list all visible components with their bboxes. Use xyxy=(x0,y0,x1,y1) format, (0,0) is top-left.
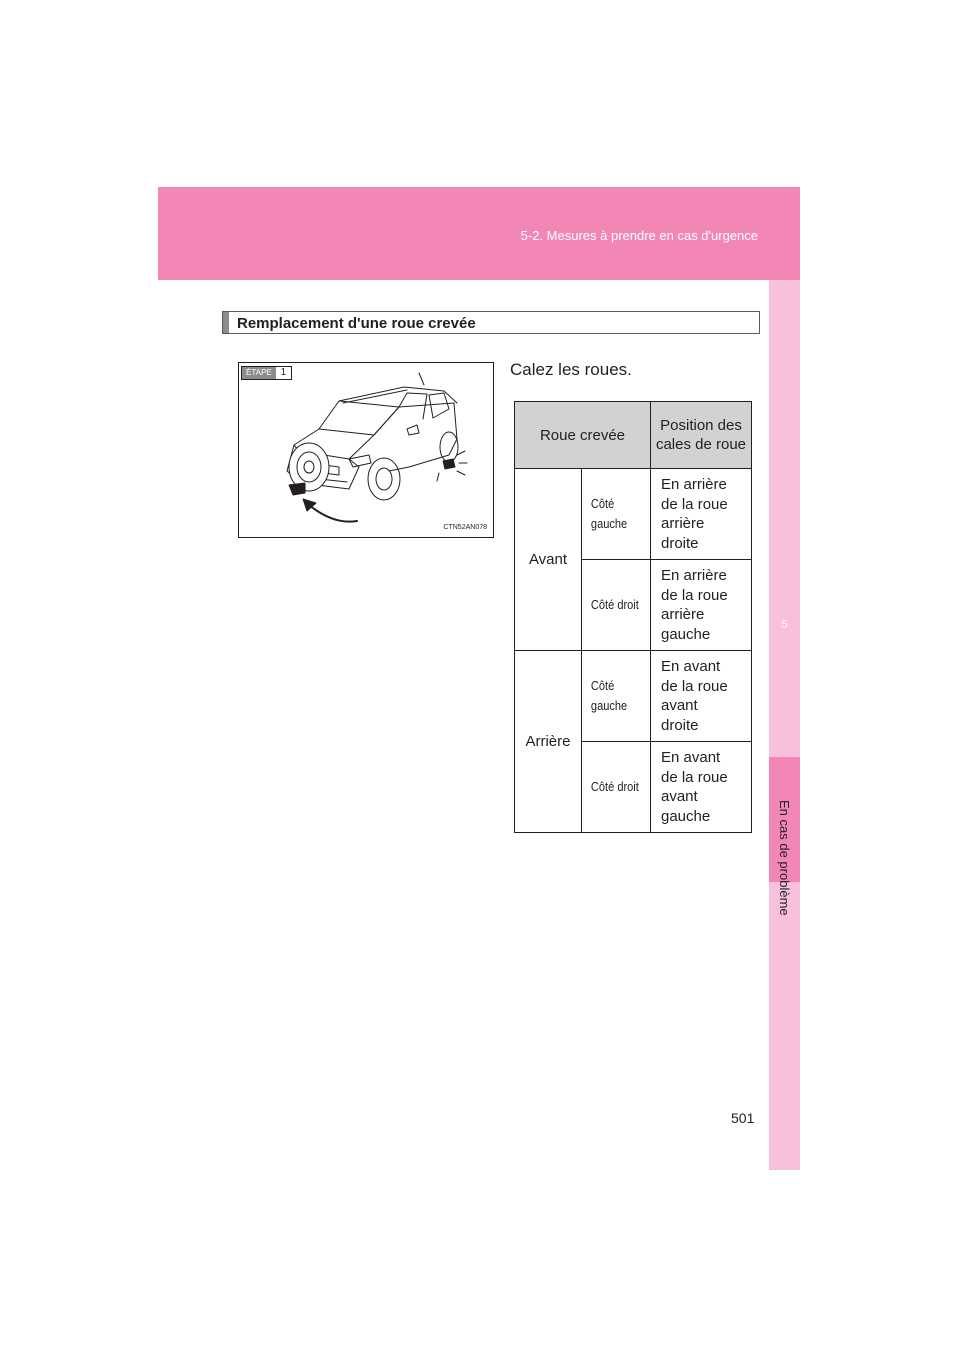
position-line: droite xyxy=(661,534,699,552)
position-line: arrière xyxy=(661,606,705,623)
header-chock-position: Position des cales de roue xyxy=(651,402,752,469)
position-cell xyxy=(651,651,752,742)
position-line: En arrière xyxy=(661,476,727,493)
position-line: de la roue xyxy=(661,677,728,695)
figure-code: CTN52AN078 xyxy=(443,524,487,531)
section-heading-bar xyxy=(223,312,229,333)
side-cell: Côté droit xyxy=(582,560,641,651)
table-row xyxy=(515,469,752,560)
position-cell xyxy=(651,742,752,833)
position-cell xyxy=(651,560,752,651)
chapter-number: 5 xyxy=(781,619,788,631)
header-flat-tire: Roue crevée xyxy=(515,402,651,469)
section-title: 5-2. Mesures à prendre en cas d'urgence xyxy=(520,228,758,243)
step-word: ÉTAPE xyxy=(242,367,276,379)
table-row xyxy=(515,651,752,742)
chapter-side-strip xyxy=(769,280,800,1170)
section-heading-text: Remplacement d'une roue crevée xyxy=(237,315,476,332)
position-line: avant xyxy=(661,788,698,805)
position-line: gauche xyxy=(661,807,711,825)
step-figure xyxy=(238,362,494,538)
position-cell xyxy=(651,469,752,560)
position-line: de la roue xyxy=(661,495,728,513)
tire-cell-front: Avant xyxy=(515,469,582,651)
car-wheel-chock-illustration xyxy=(239,363,493,537)
step-number: 1 xyxy=(276,367,292,379)
step-instruction: Calez les roues. xyxy=(510,360,632,379)
position-line: arrière xyxy=(661,515,705,532)
header-band xyxy=(158,187,800,280)
page-number: 501 xyxy=(731,1110,755,1126)
side-cell: Côté gauche xyxy=(582,469,641,560)
position-line: gauche xyxy=(661,625,711,643)
chapter-title: En cas de problème xyxy=(777,800,792,916)
position-line: En arrière xyxy=(661,567,727,584)
step-label xyxy=(241,366,292,380)
position-line: avant xyxy=(661,697,698,714)
position-line: de la roue xyxy=(661,768,728,786)
side-cell: Côté droit xyxy=(582,742,641,833)
position-line: En avant xyxy=(661,658,721,675)
position-line: de la roue xyxy=(661,586,728,604)
position-line: droite xyxy=(661,716,699,734)
tire-cell-rear: Arrière xyxy=(515,651,582,833)
side-cell: Côté gauche xyxy=(582,651,641,742)
wheel-chock-table xyxy=(514,401,752,833)
position-line: En avant xyxy=(661,749,721,766)
table-header-row xyxy=(515,402,752,469)
section-heading xyxy=(222,311,760,334)
